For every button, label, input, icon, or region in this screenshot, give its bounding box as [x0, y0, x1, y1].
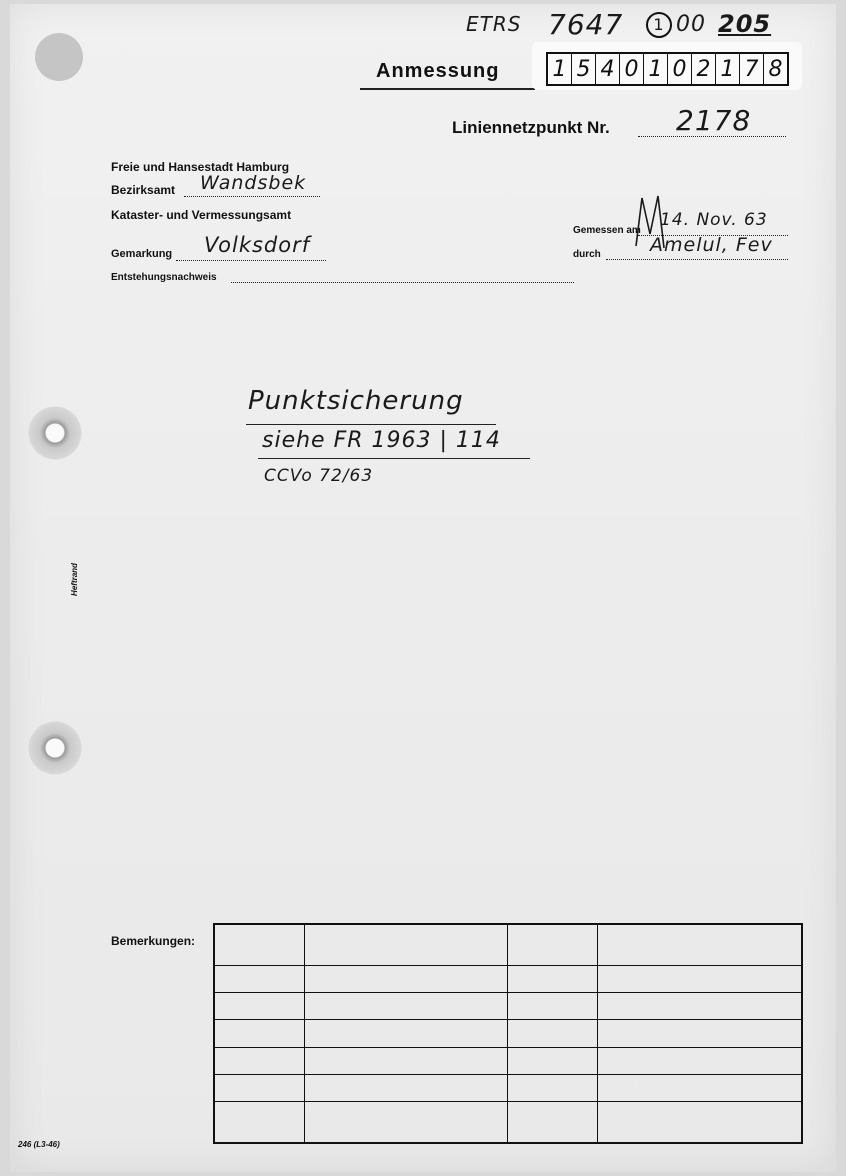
bezirksamt-dotted-line: [184, 196, 320, 197]
remarks-cell: [508, 1047, 598, 1074]
remarks-cell: [305, 965, 508, 992]
remarks-row: [214, 965, 802, 992]
heftrand-label: Heftrand: [69, 563, 79, 596]
etrs-circled-number: 1: [646, 12, 672, 38]
authority-line1: Freie und Hansestadt Hamburg: [111, 160, 290, 174]
remarks-cell: [305, 1102, 508, 1143]
remarks-cell: [508, 1020, 598, 1047]
remarks-cell: [305, 1020, 508, 1047]
remarks-cell: [508, 1102, 598, 1143]
remarks-cell: [214, 1047, 305, 1074]
remarks-row: [214, 924, 802, 965]
etrs-suffix: 00: [676, 12, 706, 37]
durch-value: Amelul, Fev: [650, 234, 773, 256]
remarks-cell: [214, 992, 305, 1019]
netpoint-label: Liniennetzpunkt Nr.: [452, 118, 610, 137]
remarks-cell: [598, 1020, 802, 1047]
remarks-label: Bemerkungen:: [111, 934, 196, 948]
notes-line2-underline: [258, 458, 530, 459]
remarks-cell: [598, 1075, 802, 1102]
punch-hole-top: [28, 406, 82, 460]
remarks-cell: [214, 924, 305, 965]
id-digit: 8: [768, 56, 783, 82]
remarks-cell: [214, 1075, 305, 1102]
remarks-cell: [305, 924, 508, 965]
gemarkung-label: Gemarkung: [111, 248, 173, 260]
remarks-cell: [305, 992, 508, 1019]
etrs-underlined-number: 205: [718, 10, 772, 38]
remarks-cell: [214, 1020, 305, 1047]
remarks-cell: [598, 1047, 802, 1074]
remarks-row: [214, 1020, 802, 1047]
remarks-cell: [598, 924, 802, 965]
id-digit: 0: [620, 54, 644, 84]
etrs-label: ETRS: [466, 12, 522, 36]
remarks-row: [214, 1075, 802, 1102]
remarks-cell: [508, 924, 598, 965]
signature-flourish: [630, 190, 670, 260]
gemessen-label: Gemessen am: [573, 225, 641, 236]
form-title: Anmessung: [376, 60, 500, 82]
entstehung-dotted-line: [231, 282, 574, 283]
id-digit: 5: [572, 54, 596, 84]
id-digit: 1: [644, 54, 668, 84]
id-digit: 7: [740, 54, 764, 84]
remarks-cell: [508, 992, 598, 1019]
id-digit: 4: [596, 54, 620, 84]
notes-line1-underline: [246, 424, 496, 425]
remarks-row: [214, 1102, 802, 1143]
punch-hole-bottom: [28, 721, 82, 775]
remarks-cell: [508, 965, 598, 992]
gemarkung-dotted-line: [176, 260, 326, 261]
remarks-cell: [214, 1102, 305, 1143]
id-digit: 0: [668, 54, 692, 84]
id-digit: 1: [548, 54, 572, 84]
remarks-cell: [214, 965, 305, 992]
remarks-table: [213, 923, 803, 1144]
bezirksamt-label: Bezirksamt: [111, 183, 176, 197]
remarks-cell: [508, 1075, 598, 1102]
remarks-cell: [598, 1102, 802, 1143]
durch-label: durch: [573, 249, 601, 260]
entstehung-label: Entstehungsnachweis: [111, 272, 217, 283]
remarks-cell: [598, 965, 802, 992]
grey-sticker-dot: [35, 33, 83, 81]
id-number-cells: [546, 52, 789, 86]
id-digit: 1: [716, 54, 740, 84]
authority-line3: Kataster- und Vermessungsamt: [111, 208, 292, 222]
notes-line2: siehe FR 1963 | 114: [262, 428, 501, 453]
remarks-row: [214, 992, 802, 1019]
remarks-cell: [598, 992, 802, 1019]
remarks-row: [214, 1047, 802, 1074]
title-underline: [360, 88, 535, 90]
gemarkung-value: Volksdorf: [204, 233, 311, 257]
notes-line1: Punktsicherung: [248, 386, 464, 416]
remarks-cell: [305, 1047, 508, 1074]
notes-line3: CCVo 72/63: [264, 466, 374, 486]
remarks-cell: [305, 1075, 508, 1102]
gemessen-value: 14. Nov. 63: [660, 210, 768, 230]
id-digit: 2: [692, 54, 716, 84]
form-code: 246 (L3-46): [18, 1140, 60, 1149]
etrs-number: 7647: [548, 8, 624, 41]
bezirksamt-value: Wandsbek: [200, 172, 307, 194]
netpoint-value: 2178: [676, 104, 752, 137]
